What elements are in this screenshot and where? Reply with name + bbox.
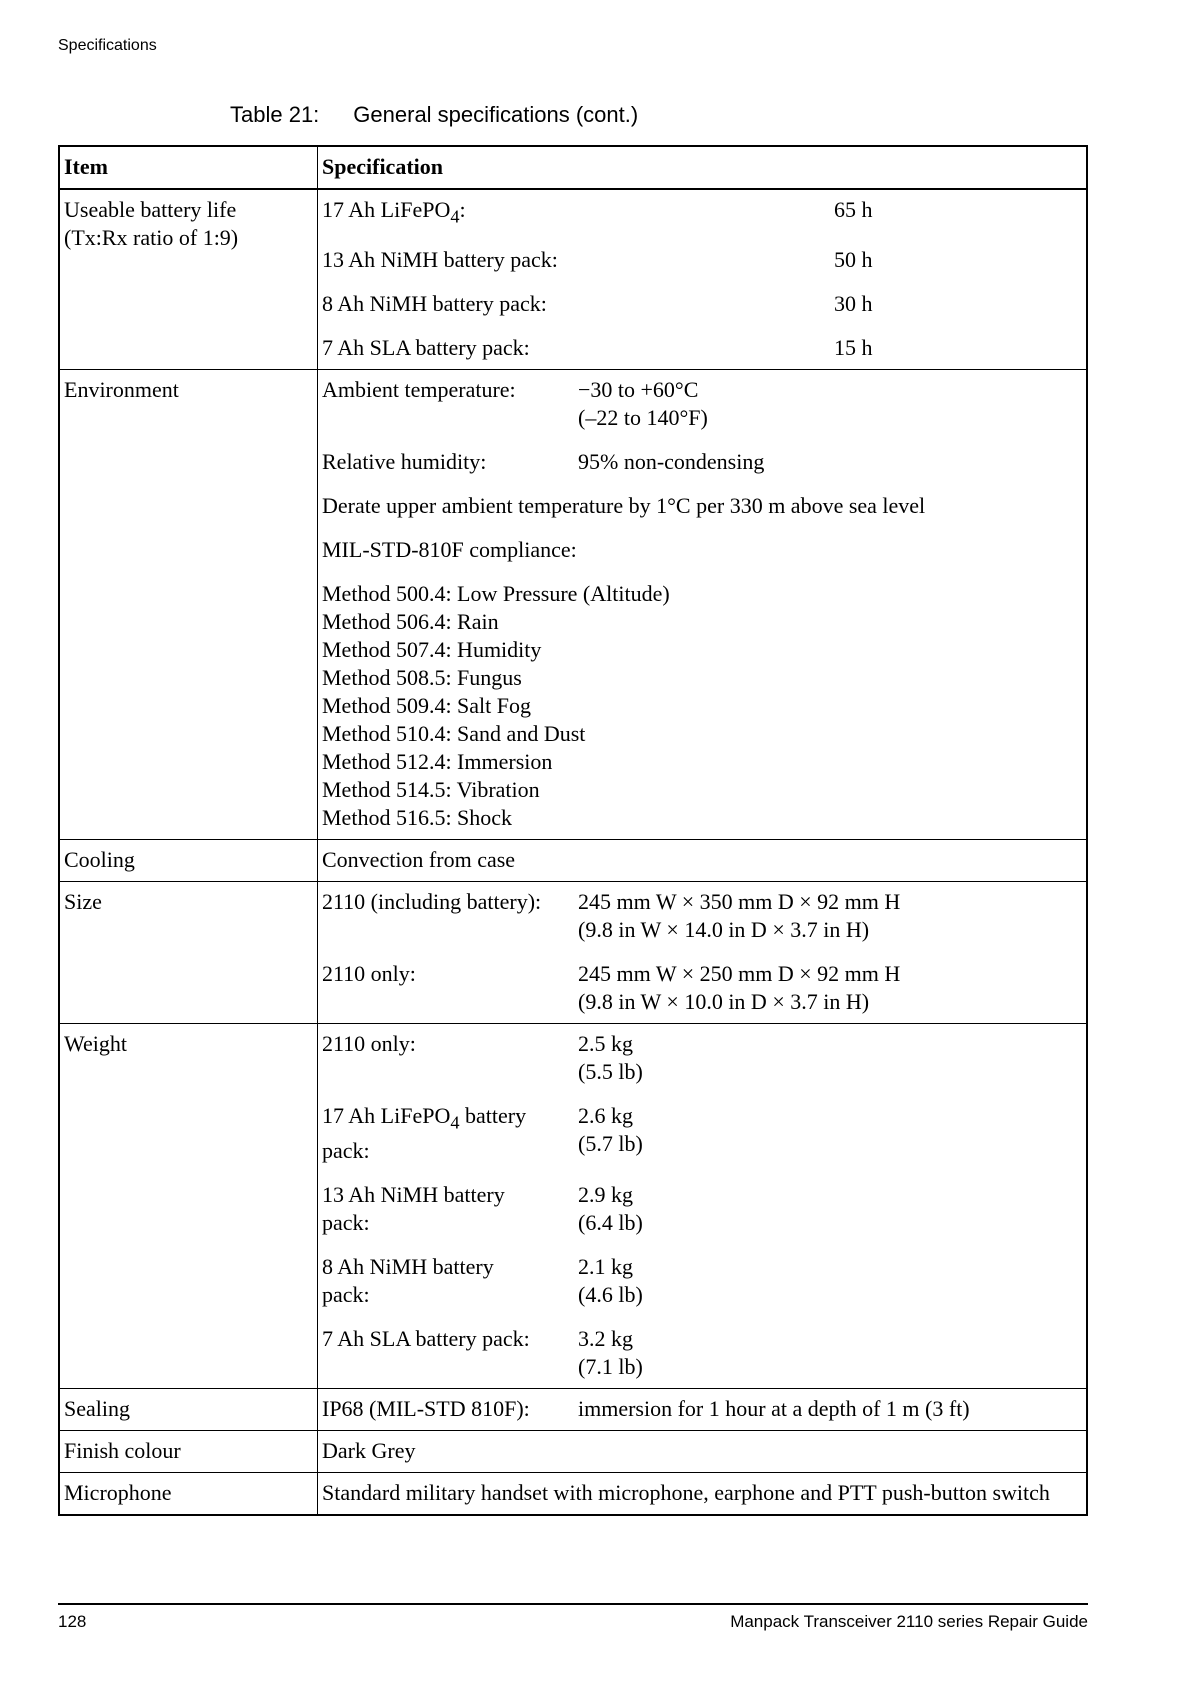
item-environment: Environment bbox=[59, 370, 318, 840]
method-item: Method 514.5: Vibration bbox=[322, 777, 540, 803]
row-environment bbox=[59, 370, 1087, 840]
size-line: 2110 only: 245 mm W × 250 mm D × 92 mm H (9.8 in W × 10.0 in D × 3.7 in H) bbox=[322, 961, 901, 1015]
battery-life-line: 7 Ah SLA battery pack: 15 h bbox=[322, 335, 873, 361]
row-cooling bbox=[59, 840, 1087, 882]
spec-size bbox=[318, 882, 1088, 1024]
item-size: Size bbox=[59, 882, 318, 1024]
item-battery-life: Useable battery life (Tx:Rx ratio of 1:9) bbox=[59, 189, 318, 370]
specifications-table bbox=[58, 145, 1088, 1516]
method-item: Method 506.4: Rain bbox=[322, 609, 499, 635]
page-number: 128 bbox=[58, 1612, 87, 1631]
item-microphone: Microphone bbox=[59, 1472, 318, 1515]
item-weight: Weight bbox=[59, 1024, 318, 1388]
method-item: Method 508.5: Fungus bbox=[322, 665, 522, 691]
row-battery-life bbox=[59, 189, 1087, 370]
row-sealing bbox=[59, 1388, 1087, 1430]
weight-line: 13 Ah NiMH battery pack: 2.9 kg (6.4 lb) bbox=[322, 1181, 643, 1235]
battery-life-line: 13 Ah NiMH battery pack: 50 h bbox=[322, 247, 873, 273]
spec-weight bbox=[318, 1024, 1088, 1388]
spec-sealing: IP68 (MIL-STD 810F): immersion for 1 hour at a depth of 1 m (3 ft) bbox=[318, 1388, 1088, 1430]
item-finish-colour: Finish colour bbox=[59, 1430, 318, 1472]
method-item: Method 509.4: Salt Fog bbox=[322, 693, 532, 719]
mil-std-methods bbox=[322, 580, 1082, 832]
footer-divider bbox=[58, 1603, 1088, 1605]
row-weight bbox=[59, 1024, 1087, 1388]
caption-number: Table 21: bbox=[230, 102, 320, 127]
method-item: Method 500.4: Low Pressure (Altitude) bbox=[322, 581, 670, 607]
header-specification: Specification bbox=[318, 146, 1088, 189]
spec-battery-life bbox=[318, 189, 1088, 370]
weight-line: 2110 only: 2.5 kg (5.5 lb) bbox=[322, 1031, 643, 1085]
spec-cooling: Convection from case bbox=[318, 840, 1088, 882]
table-header-row bbox=[59, 146, 1087, 189]
method-item: Method 512.4: Immersion bbox=[322, 749, 553, 775]
battery-life-line: 8 Ah NiMH battery pack: 30 h bbox=[322, 291, 873, 317]
caption-title: General specifications (cont.) bbox=[353, 102, 639, 127]
document-title: Manpack Transceiver 2110 series Repair Guide bbox=[730, 1612, 1088, 1631]
mil-std-line: MIL-STD-810F compliance: bbox=[322, 537, 577, 563]
running-header: Specifications bbox=[58, 37, 157, 54]
spec-microphone: Standard military handset with microphone, earphone and PTT push-button switch bbox=[318, 1472, 1088, 1515]
row-microphone bbox=[59, 1472, 1087, 1515]
weight-line: 8 Ah NiMH battery pack: 2.1 kg (4.6 lb) bbox=[322, 1253, 643, 1307]
row-size bbox=[59, 882, 1087, 1024]
method-item: Method 507.4: Humidity bbox=[322, 637, 542, 663]
derate-line: Derate upper ambient temperature by 1°C per 330 m above sea level bbox=[322, 493, 926, 519]
spec-finish-colour: Dark Grey bbox=[318, 1430, 1088, 1472]
header-item: Item bbox=[59, 146, 318, 189]
method-item: Method 516.5: Shock bbox=[322, 805, 513, 831]
method-item: Method 510.4: Sand and Dust bbox=[322, 721, 586, 747]
row-finish-colour bbox=[59, 1430, 1087, 1472]
spec-environment bbox=[318, 370, 1088, 840]
weight-line: 7 Ah SLA battery pack: 3.2 kg (7.1 lb) bbox=[322, 1325, 643, 1379]
size-line: 2110 (including battery): 245 mm W × 350 mm D × 92 mm H (9.8 in W × 14.0 in D × 3.7 in H) bbox=[322, 889, 901, 943]
ambient-temperature-line: Ambient temperature: −30 to +60°C (–22 to 140°F) bbox=[322, 377, 708, 431]
weight-line: 17 Ah LiFePO$_4$ battery pack: 2.6 kg (5.7 lb) bbox=[322, 1103, 643, 1163]
item-sealing: Sealing bbox=[59, 1388, 318, 1430]
table-caption bbox=[230, 102, 638, 128]
item-cooling: Cooling bbox=[59, 840, 318, 882]
humidity-line: Relative humidity: 95% non-condensing bbox=[322, 449, 765, 475]
battery-life-line: 17 Ah LiFePO$_4$: 65 h bbox=[322, 197, 873, 227]
